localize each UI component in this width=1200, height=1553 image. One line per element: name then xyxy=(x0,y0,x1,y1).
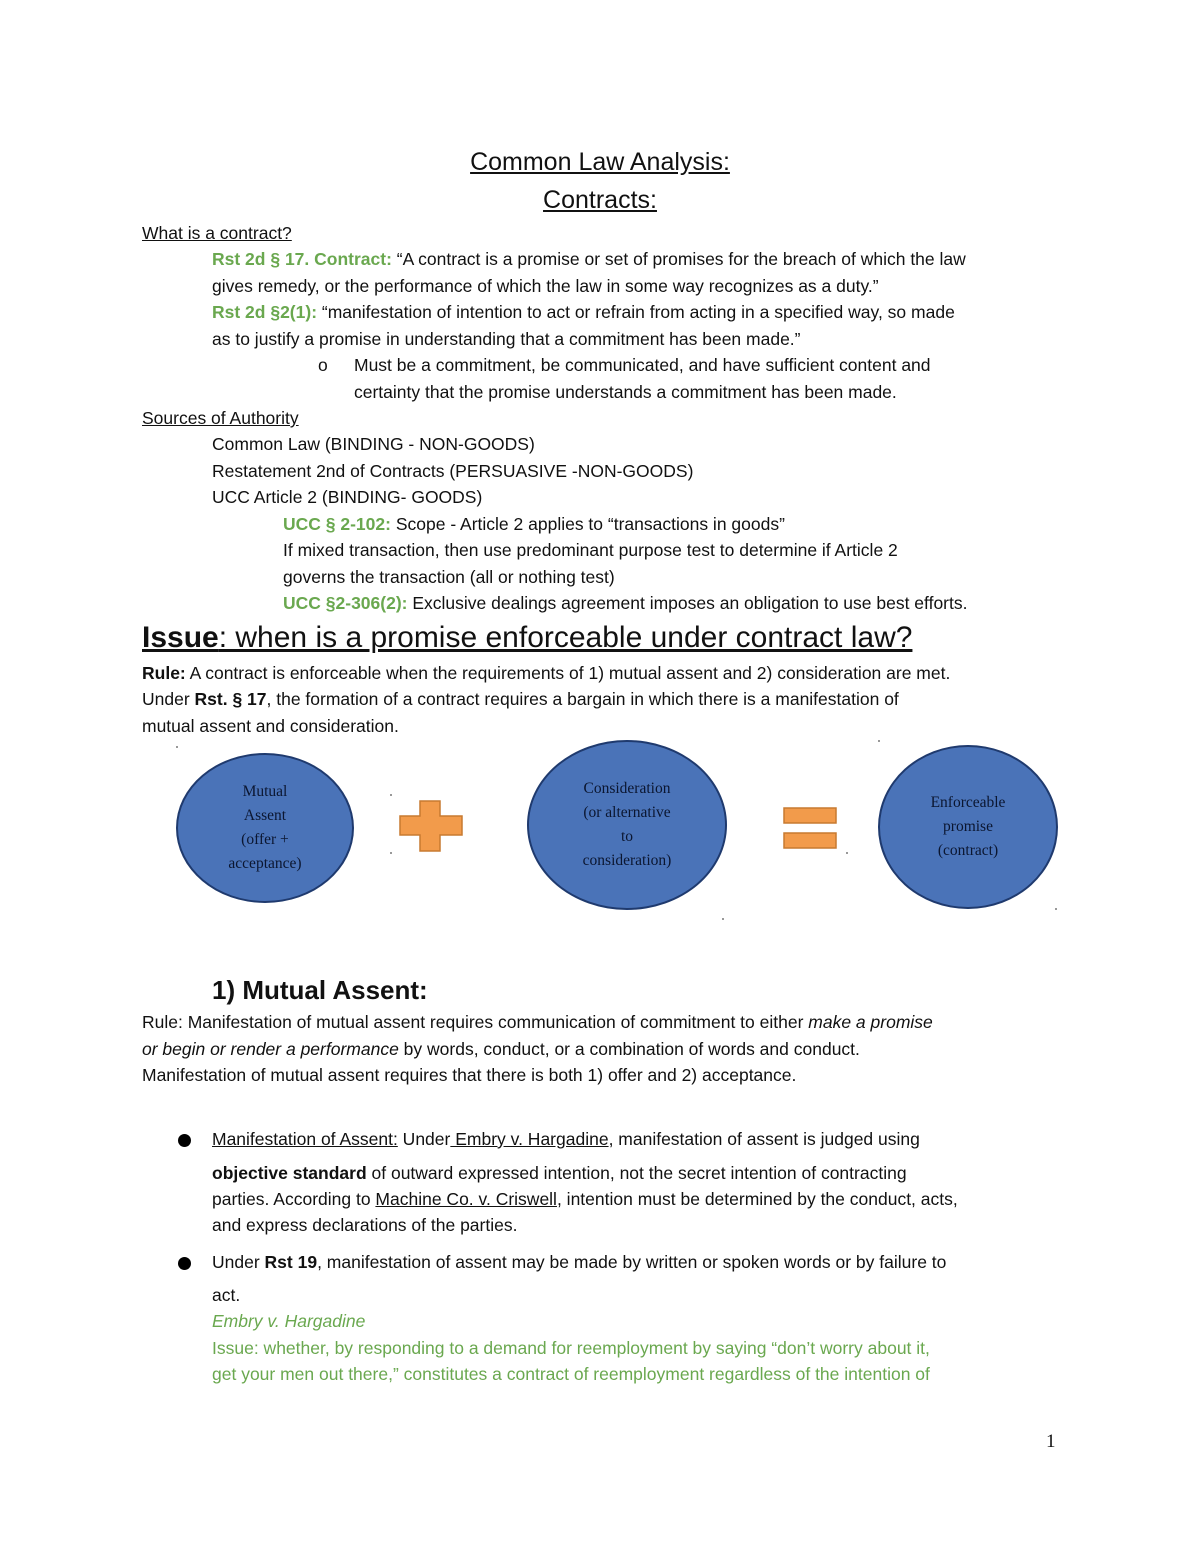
case-name-embry: Embry v. Hargadine xyxy=(212,1311,366,1331)
bullet2-text: Under xyxy=(212,1252,265,1272)
rule-text2a: Under xyxy=(142,689,195,709)
plus-icon xyxy=(398,800,464,852)
circle2-line: (or alternative xyxy=(583,804,671,821)
bullet1-label: Manifestation of Assent: xyxy=(212,1129,398,1149)
rule-text1: A contract is enforceable when the requirements of 1) mutual assent and 2) consideration are met. xyxy=(185,663,951,683)
rule-line1 xyxy=(142,660,950,686)
rst2-line2: as to justify a promise in understanding that a commitment has been made.” xyxy=(212,329,801,349)
circle3-line: promise xyxy=(943,818,993,835)
circle2-line: Consideration xyxy=(583,780,671,797)
rule-line3: mutual assent and consideration. xyxy=(142,716,399,736)
sub-bullet-marker: o xyxy=(318,355,328,375)
rst17-line1 xyxy=(212,246,966,272)
sub-bullet-line1: Must be a commitment, be communicated, and have sufficient content and xyxy=(354,355,931,375)
rst2-line1 xyxy=(212,299,955,325)
rule-rst17: Rst. § 17 xyxy=(194,689,267,709)
artifact-dot xyxy=(878,740,880,742)
artifact-dot xyxy=(390,852,392,854)
enforceable-promise-circle xyxy=(878,745,1058,909)
bullet1-bold: objective standard xyxy=(212,1163,367,1183)
rst17-label: Rst 2d § 17. Contract: xyxy=(212,249,392,269)
source-restatement: Restatement 2nd of Contracts (PERSUASIVE -NON-GOODS) xyxy=(212,461,694,481)
bullet2-text: , manifestation of assent may be made by written or spoken words or by failure to xyxy=(317,1252,947,1272)
ma-rule-line2 xyxy=(142,1036,860,1062)
ucc-306-text: Exclusive dealings agreement imposes an obligation to use best efforts. xyxy=(407,593,968,613)
source-common-law: Common Law (BINDING - NON-GOODS) xyxy=(212,434,535,454)
artifact-dot xyxy=(390,794,392,796)
ucc-306-label: UCC §2-306(2): xyxy=(283,593,408,613)
circle1-line: (offer + xyxy=(241,831,289,848)
circle1-line: Assent xyxy=(243,807,287,824)
ma-rule-line1 xyxy=(142,1009,933,1035)
bullet1-text: , intention must be determined by the conduct, acts, xyxy=(556,1189,958,1209)
what-is-contract-heading: What is a contract? xyxy=(142,223,292,243)
rst17-text1: “A contract is a promise or set of promises for the breach of which the law xyxy=(391,249,966,269)
bullet1-text: parties. According to xyxy=(212,1189,376,1209)
bullet1-text: , manifestation of assent is judged using xyxy=(608,1129,920,1149)
rst17-line2: gives remedy, or the performance of which the law in some way recognizes as a duty.” xyxy=(212,276,879,296)
ma-rule-line3: Manifestation of mutual assent requires that there is both 1) offer and 2) acceptance. xyxy=(142,1065,797,1085)
artifact-dot xyxy=(1055,908,1057,910)
mutual-assent-circle xyxy=(176,753,354,903)
consideration-circle xyxy=(527,740,727,910)
ma-rule-text: Rule: Manifestation of mutual assent requires communication of commitment to either xyxy=(142,1012,809,1032)
ma-rule-italic: make a promise xyxy=(808,1012,933,1032)
bullet-dot xyxy=(178,1257,191,1270)
artifact-dot xyxy=(176,746,178,748)
circle2-line: consideration) xyxy=(582,852,672,869)
sub-bullet-line2: certainty that the promise understands a commitment has been made. xyxy=(354,382,897,402)
case-issue-line1: Issue: whether, by responding to a demand for reemployment by saying “don’t worry about it, xyxy=(212,1338,930,1358)
ucc-102-text: Scope - Article 2 applies to “transactions in goods” xyxy=(390,514,785,534)
rule-text2c: , the formation of a contract requires a bargain in which there is a manifestation of xyxy=(266,689,899,709)
rst2-text1: “manifestation of intention to act or refrain from acting in a specified way, so made xyxy=(317,302,955,322)
bullet2-line1 xyxy=(212,1249,946,1275)
circle3-line: (contract) xyxy=(937,842,999,859)
bullet1-line2 xyxy=(212,1160,907,1186)
page-number: 1 xyxy=(1046,1431,1056,1452)
rule-line2 xyxy=(142,686,899,712)
bullet-dot xyxy=(178,1134,191,1147)
ma-rule-italic: or begin or render a performance xyxy=(142,1039,399,1059)
case-issue-line2: get your men out there,” constitutes a contract of reemployment regardless of the intention of xyxy=(212,1364,930,1384)
issue-label: Issue xyxy=(142,621,219,654)
bullet1-text: Under xyxy=(397,1129,451,1149)
ucc-102-label: UCC § 2-102: xyxy=(283,514,391,534)
case-criswell: Machine Co. v. Criswell xyxy=(375,1189,557,1209)
issue-text: : when is a promise enforceable under contract law? xyxy=(218,621,913,654)
artifact-dot xyxy=(846,852,848,854)
bullet2-bold: Rst 19 xyxy=(264,1252,318,1272)
ma-rule-text: by words, conduct, or a combination of words and conduct. xyxy=(398,1039,860,1059)
equals-icon xyxy=(782,806,838,852)
bullet1-line1 xyxy=(212,1126,920,1152)
bullet1-text: of outward expressed intention, not the secret intention of contracting xyxy=(366,1163,907,1183)
source-ucc: UCC Article 2 (BINDING- GOODS) xyxy=(212,487,483,507)
ucc-102-line xyxy=(283,511,785,537)
circle2-line: to xyxy=(620,828,634,845)
rst2-label: Rst 2d §2(1): xyxy=(212,302,318,322)
mixed-transaction-line1: If mixed transaction, then use predominant purpose test to determine if Article 2 xyxy=(283,540,898,560)
rule-label: Rule: xyxy=(142,663,186,683)
bullet1-line4: and express declarations of the parties. xyxy=(212,1215,518,1235)
bullet1-line3 xyxy=(212,1186,958,1212)
case-embry: Embry v. Hargadine xyxy=(450,1129,609,1149)
circle1-line: acceptance) xyxy=(228,855,302,872)
mutual-assent-heading: 1) Mutual Assent: xyxy=(212,975,428,1005)
page-title-line1: Common Law Analysis: xyxy=(470,148,730,176)
mixed-transaction-line2: governs the transaction (all or nothing test) xyxy=(283,567,615,587)
circle1-line: Mutual xyxy=(242,783,288,800)
ucc-306-line xyxy=(283,590,967,616)
artifact-dot xyxy=(722,918,724,920)
sources-heading: Sources of Authority xyxy=(142,408,299,428)
bullet2-line2: act. xyxy=(212,1285,241,1305)
page-title-line2: Contracts: xyxy=(543,186,657,214)
issue-heading xyxy=(142,618,912,658)
circle3-line: Enforceable xyxy=(930,794,1006,811)
